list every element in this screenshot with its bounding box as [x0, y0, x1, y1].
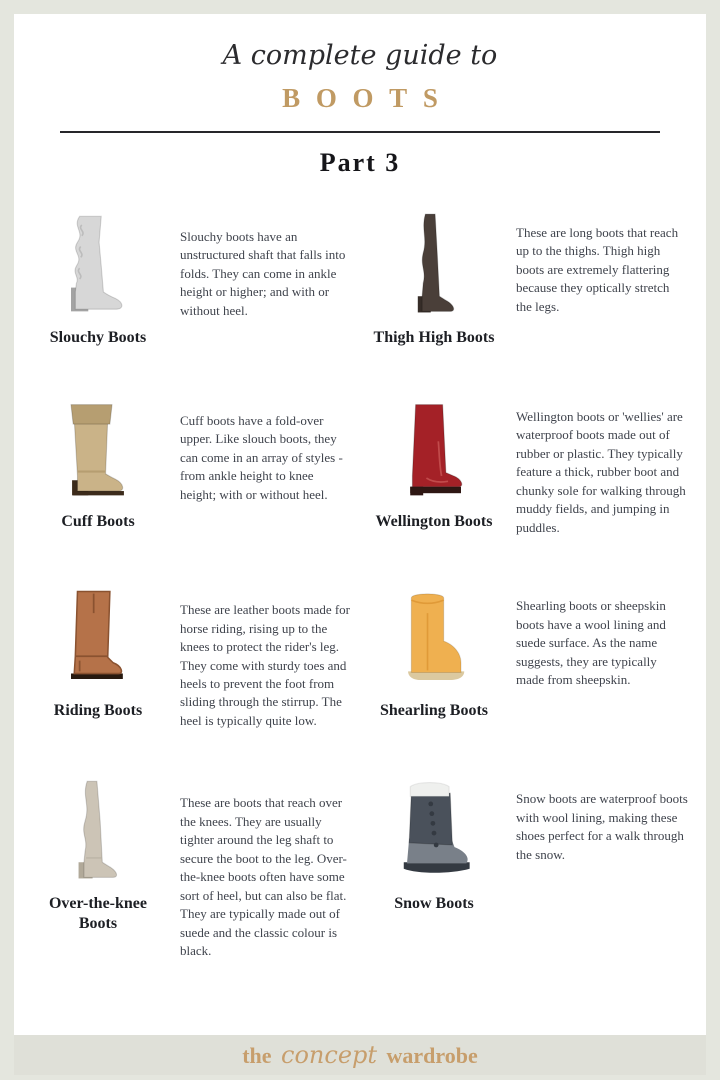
cuff-boot-illustration: [38, 396, 158, 504]
snow-figure: [368, 778, 500, 960]
boot-label: Riding Boots: [53, 702, 143, 720]
wellington-boot-illustration: [374, 396, 494, 504]
slouchy-figure: [32, 212, 164, 348]
boot-label: Over-the-knee Boots: [48, 895, 148, 933]
over-the-knee-figure: [32, 778, 164, 960]
page-title: BOOTS: [282, 83, 454, 113]
brand-logo: [242, 1041, 478, 1069]
boot-item-wellington: [368, 396, 692, 537]
thigh-high-figure: [368, 212, 500, 348]
boot-item-cuff: [32, 396, 356, 537]
boot-item-riding: [32, 585, 356, 730]
boot-description: Wellington boots or 'wellies' are waterproof boots made out of rubber or plastic. They typically feature a thick, rubber boot and chunky sole for walking through muddy fields, and jumping in puddles.: [516, 409, 686, 535]
boot-item-thigh-high: [368, 212, 692, 348]
boot-description: Cuff boots have a fold-over upper. Like slouch boots, they can come in an array of styles - from ankle height to knee height; with or without heel.: [180, 413, 343, 502]
part-heading: Part 3: [319, 148, 401, 177]
boot-item-slouchy: [32, 212, 356, 348]
boot-description: These are long boots that reach up to the thighs. Thigh high boots are extremely flattering because they optically stretch the legs.: [516, 225, 679, 314]
header: [14, 40, 706, 178]
brand-wardrobe: wardrobe: [386, 1043, 478, 1068]
slouchy-boot-illustration: [38, 212, 158, 320]
wellington-figure: [368, 396, 500, 537]
thigh-high-boot-illustration: [374, 212, 494, 320]
boot-item-shearling: [368, 585, 692, 730]
over-the-knee-boot-illustration: [38, 778, 158, 886]
boot-label: Snow Boots: [394, 895, 474, 913]
shearling-boot-illustration: [374, 585, 494, 693]
riding-figure: [32, 585, 164, 730]
boot-label: Thigh High Boots: [373, 329, 495, 346]
boot-description: Slouchy boots have an unstructured shaft that falls into folds. They can come in ankle height or higher; and with or without heel.: [180, 229, 346, 318]
tagline: A complete guide to: [222, 40, 498, 71]
shearling-figure: [368, 585, 500, 730]
boot-label: Slouchy Boots: [49, 329, 147, 346]
footer-brand-band: [14, 1035, 706, 1075]
brand-the: the: [242, 1043, 272, 1068]
content-card: [14, 14, 706, 1035]
boot-item-over-the-knee: [32, 778, 356, 960]
boot-description: These are boots that reach over the knees. They are usually tighter around the leg shaft to secure the boot to the leg. Over-the-knee boots often have some sort of heel, but can also be flat. They are typically made out of suede and the classic colour is black.: [180, 795, 347, 958]
boot-grid: [14, 178, 706, 960]
boot-label: Shearling Boots: [379, 702, 488, 720]
boot-description: Snow boots are waterproof boots with wool lining, making these shoes perfect for a walk through the snow.: [516, 791, 688, 862]
cuff-figure: [32, 396, 164, 537]
boot-description: Shearling boots or sheepskin boots have a wool lining and suede surface. As the name suggests, they are typically made from sheepskin.: [516, 598, 666, 687]
boot-description: These are leather boots made for horse riding, rising up to the knees to protect the rider's leg. They come with sturdy toes and heels to prevent the foot from sliding through the stirrup. The heel is typically quite low.: [180, 602, 351, 728]
snow-boot-illustration: [374, 778, 494, 886]
riding-boot-illustration: [38, 585, 158, 693]
brand-concept: concept: [281, 1041, 378, 1069]
boot-item-snow: [368, 778, 692, 960]
boot-label: Cuff Boots: [61, 513, 135, 530]
divider-line: [60, 131, 660, 133]
boot-label: Wellington Boots: [375, 513, 493, 530]
